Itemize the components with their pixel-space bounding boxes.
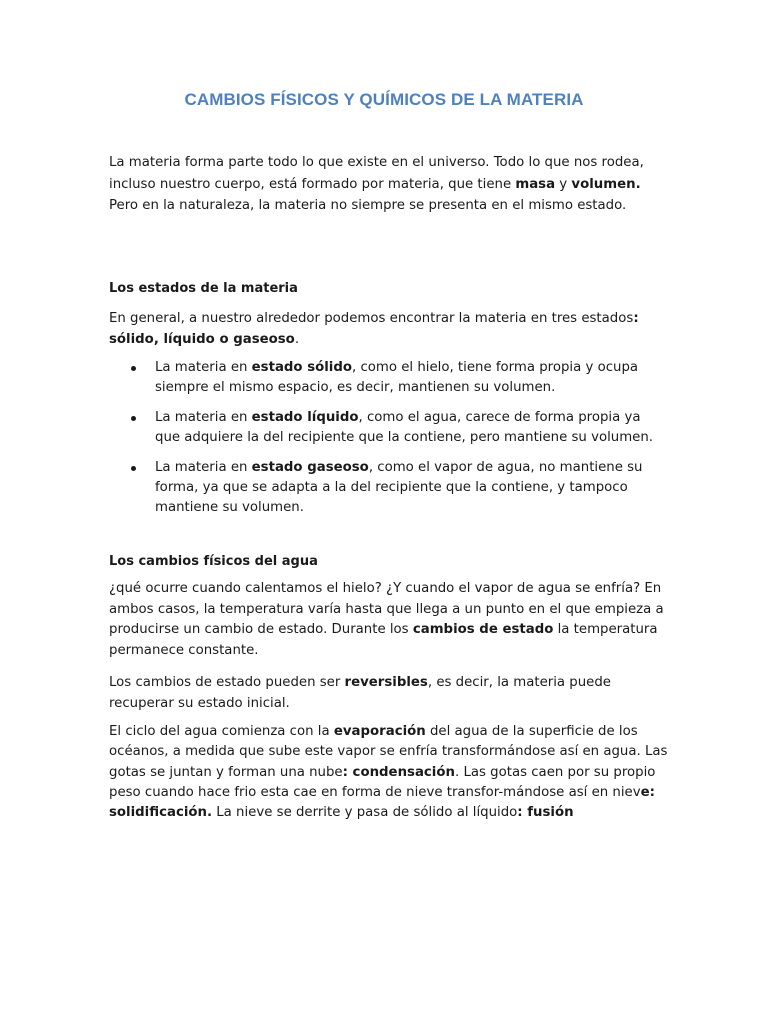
reversibles-text-2: , es decir, la materia puede recuperar su estado inicial. bbox=[109, 675, 611, 711]
reversibles-text-1: Los cambios de estado pueden ser bbox=[109, 675, 345, 690]
bullet-icon bbox=[131, 366, 136, 371]
item-bold: estado sólido bbox=[251, 360, 353, 375]
cambios-bold-1: cambios de estado bbox=[412, 622, 554, 637]
cambios-paragraph-3 bbox=[109, 722, 669, 823]
cambios-text-1: ¿qué ocurre cuando calentamos el hielo? ¿Y cuando el vapor de agua se enfría? En ambos casos, la temperatura varía hasta que llega a un punto en el que empieza a producirse un cambio de estado. Durante los bbox=[109, 581, 664, 637]
list-item bbox=[109, 408, 669, 448]
intro-text-3: Pero en la naturaleza, la materia no siempre se presenta en el mismo estado. bbox=[109, 198, 627, 213]
item-bold: estado líquido bbox=[251, 410, 359, 425]
ciclo-text-2: del agua de la superficie de los océanos, a medida que sube este vapor se enfría transformándose así en agua. Las gotas se juntan y forman una nube bbox=[109, 724, 668, 780]
reversibles-bold: reversibles bbox=[344, 675, 428, 690]
list-item bbox=[109, 458, 669, 518]
cambios-paragraph-1 bbox=[109, 579, 669, 661]
intro-bold-masa: masa bbox=[515, 176, 556, 192]
bullet-icon bbox=[131, 416, 136, 421]
item-bold: estado gaseoso bbox=[251, 460, 369, 475]
ciclo-bold-fusion: : fusión bbox=[517, 805, 574, 821]
list-item bbox=[109, 358, 669, 398]
ciclo-text-1: El ciclo del agua comienza con la bbox=[109, 724, 334, 739]
ciclo-text-4: La nieve se derrite y pasa de sólido al líquido bbox=[212, 805, 518, 821]
estados-paragraph bbox=[109, 308, 669, 350]
item-post: , como el vapor de agua, no mantiene su forma, ya que se adapta a la del recipiente que la contiene, y tampoco mantiene su volumen. bbox=[155, 460, 643, 515]
cambios-paragraph-2 bbox=[109, 672, 669, 714]
page-title: CAMBIOS FÍSICOS Y QUÍMICOS DE LA MATERIA bbox=[184, 90, 584, 109]
item-pre: La materia en bbox=[155, 360, 252, 375]
ciclo-bold-solidificacion: e: solidificación. bbox=[109, 784, 655, 821]
intro-paragraph bbox=[109, 152, 669, 217]
item-pre: La materia en bbox=[155, 410, 252, 425]
cambios-text-2: la temperatura permanece constante. bbox=[109, 622, 658, 658]
estados-end: . bbox=[294, 332, 300, 347]
ciclo-bold-evaporacion: evaporación bbox=[333, 724, 426, 739]
item-pre: La materia en bbox=[155, 460, 252, 475]
section-heading-estados: Los estados de la materia bbox=[109, 281, 298, 296]
item-post: , como el agua, carece de forma propia ya que adquiere la del recipiente que la contiene, pero mantiene su volumen. bbox=[155, 410, 653, 445]
intro-text-2: y bbox=[555, 176, 572, 192]
estados-text: En general, a nuestro alrededor podemos encontrar la materia en tres estados bbox=[109, 311, 634, 326]
intro-bold-volumen: volumen. bbox=[571, 176, 641, 192]
ciclo-bold-condensacion: : condensación bbox=[342, 764, 455, 780]
intro-text-1: La materia forma parte todo lo que existe en el universo. Todo lo que nos rodea, incluso nuestro cuerpo, está formado por materia, que tiene bbox=[109, 155, 644, 192]
item-post: , como el hielo, tiene forma propia y ocupa siempre el mismo espacio, es decir, mantienen su volumen. bbox=[155, 360, 639, 395]
estados-list bbox=[109, 358, 669, 518]
bullet-icon bbox=[131, 466, 136, 471]
ciclo-text-3: . Las gotas caen por su propio peso cuando hace frio esta cae en forma de nieve transfor-mándose así en niev bbox=[109, 764, 656, 800]
estados-bold: : sólido, líquido o gaseoso bbox=[109, 311, 639, 347]
section-heading-cambios: Los cambios físicos del agua bbox=[109, 554, 318, 569]
